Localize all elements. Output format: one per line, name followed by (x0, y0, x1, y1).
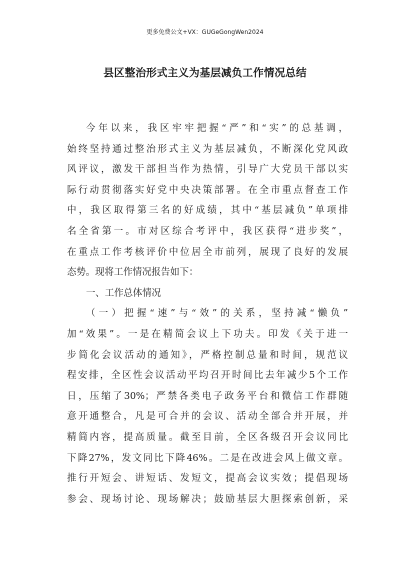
paragraph-line: 中，我区取得第三名的好成绩，其中“基层减负”单项排 (67, 205, 348, 217)
paragraph-line: 加“效果”。一是在精简会议上下功夫。印发《关于进一 (67, 328, 348, 340)
paragraph-line: 步简化会议活动的通知》，严格控制总量和时间，规范议 (67, 349, 348, 361)
document-body (67, 119, 348, 510)
section-heading: 一、工作总体情况 (86, 287, 162, 299)
paragraph-line: 风评议，激发干部担当作为热情，引导广大党员干部以实 (67, 164, 348, 176)
paragraph-line: 在重点工作考核评价中位居全市前列，展现了良好的发展 (67, 246, 348, 258)
paragraph-line: 意开通整合，凡是可合并的会议、活动全部合并开展，并 (67, 411, 348, 423)
paragraph-line: 日，压缩了30%；严禁各类电子政务平台和微信工作群随 (67, 390, 348, 402)
paragraph-line: 际行动贯彻落实好党中央决策部署。在全市重点督查工作 (67, 184, 348, 196)
paragraph-line: 始终坚持通过整治形式主义为基层减负，不断深化党风政 (67, 143, 348, 155)
paragraph-line: 下降27%，发文同比下降46%。二是在改进会风上做文章。 (67, 452, 348, 464)
paragraph-line: 参会、现场讨论、现场解决；鼓励基层大胆探索创新，采 (67, 493, 348, 505)
header-note: 更多免费公文+VX：GUGeGongWen2024 (146, 29, 264, 36)
paragraph-line: 今年以来，我区牢牢把握“严”和“实”的总基调， (86, 123, 348, 134)
paragraph-line: 精简内容，提高质量。截至目前，全区各级召开会议同比 (67, 431, 348, 443)
paragraph-line: （一）把握“速”与“效”的关系，坚持减“懒负” (86, 308, 348, 320)
paragraph-line: 程安排，全区性会议活动平均召开时间比去年减少5个工作 (67, 370, 348, 382)
paragraph-line: 名全省第一。市对区综合考评中，我区获得“进步奖”， (67, 225, 348, 237)
document-title: 县区整治形式主义为基层减负工作情况总结 (103, 67, 307, 79)
paragraph-line: 推行开短会、讲短话、发短文，提高会议实效；提倡现场 (67, 473, 348, 485)
paragraph-line: 态势。现将工作情况报告如下： (67, 267, 199, 279)
